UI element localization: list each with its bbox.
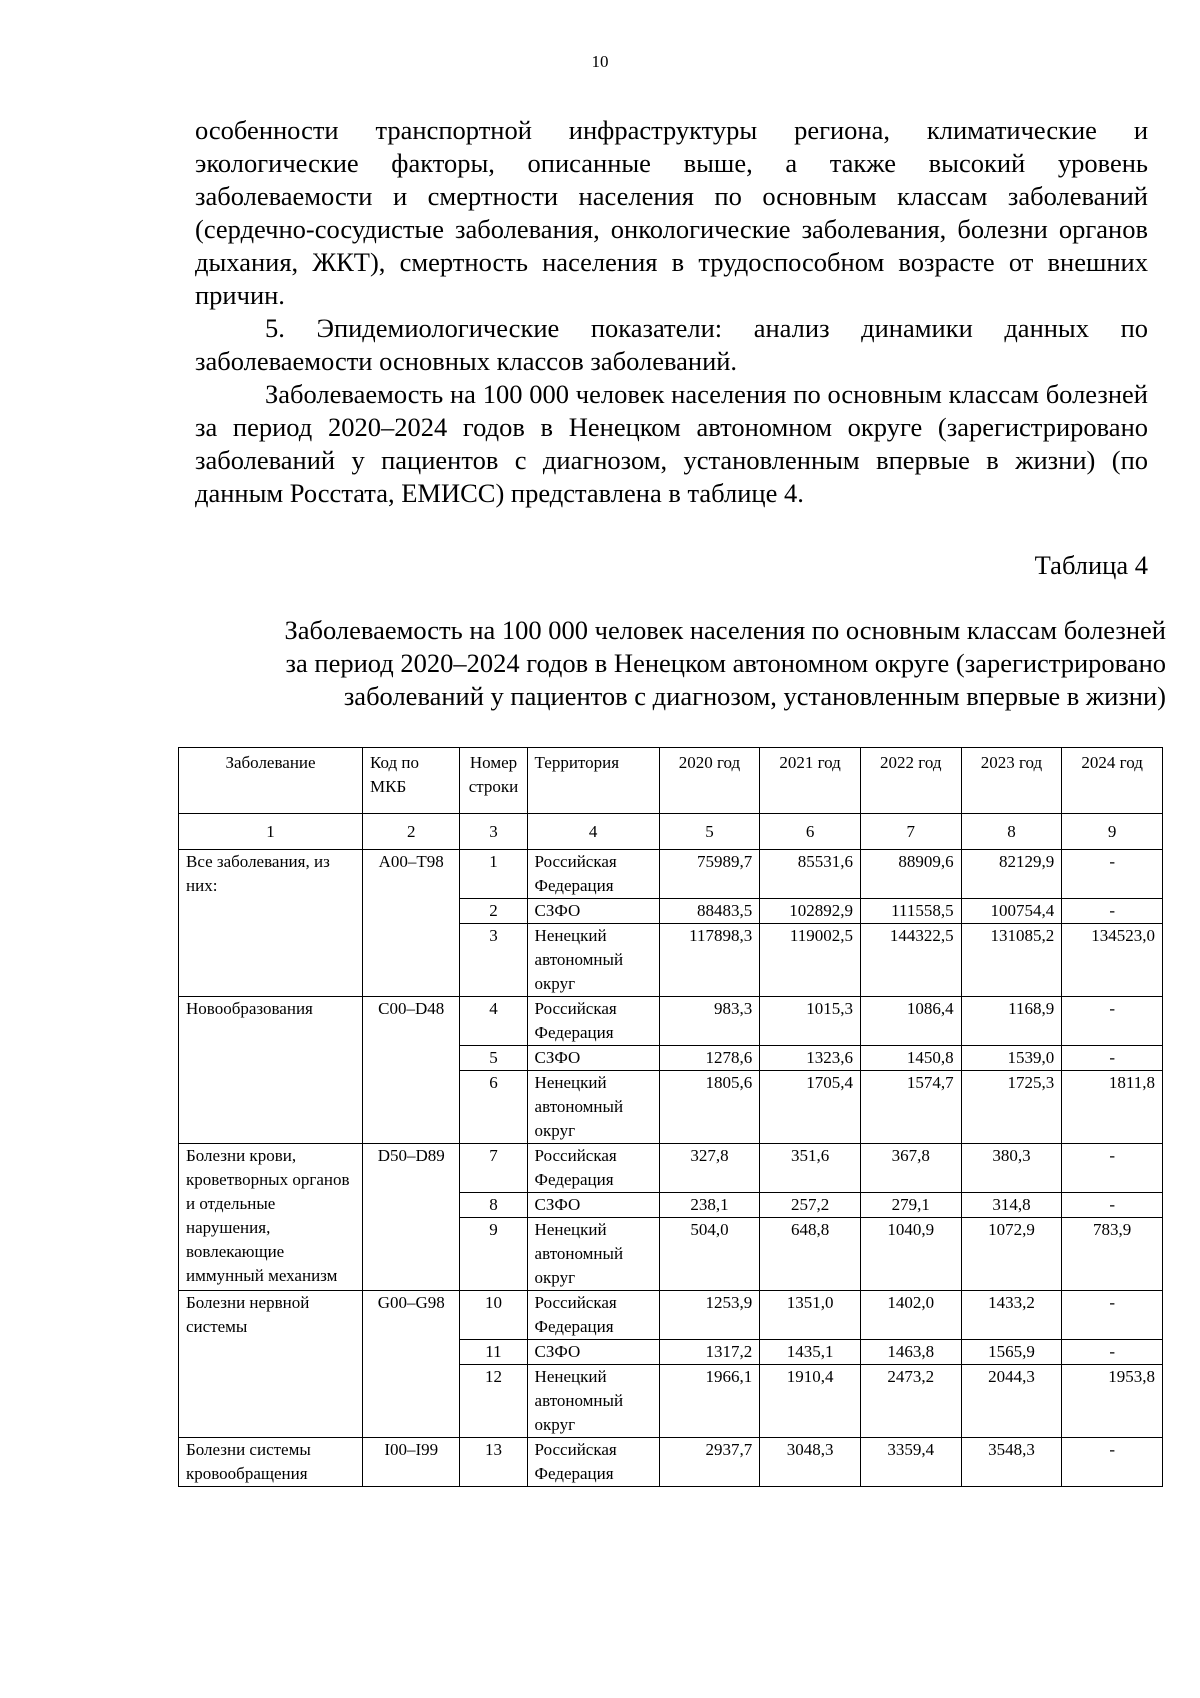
- row-number-cell: 3: [460, 924, 527, 997]
- value-cell: 1317,2: [659, 1340, 760, 1365]
- value-cell: 75989,7: [659, 850, 760, 899]
- header-territory: Территория: [527, 748, 659, 814]
- value-cell: 1253,9: [659, 1291, 760, 1340]
- value-cell: 144322,5: [860, 924, 961, 997]
- paragraph-1: особенности транспортной инфраструктуры региона, климатические и экологические факторы, описанные выше, а также высокий уровень заболеваемости и смертности населения по основным классам заболеваний (сердечно-сосудистые заболевания, онкологические заболевания, болезни органов дыхания, ЖКТ), смертность населения в трудоспособном возрасте от внешних причин.: [195, 115, 1148, 310]
- disease-cell: Болезни крови, кроветворных органов и отдельные нарушения, вовлекающие иммунный механизм: [179, 1144, 363, 1291]
- territory-cell: Российская Федерация: [527, 1144, 659, 1193]
- value-cell: -: [1062, 850, 1163, 899]
- value-cell: 1040,9: [860, 1218, 961, 1291]
- table-row: [179, 850, 1163, 899]
- value-cell: 1565,9: [961, 1340, 1062, 1365]
- value-cell: 3548,3: [961, 1438, 1062, 1487]
- value-cell: 1966,1: [659, 1365, 760, 1438]
- table-caption: [150, 614, 1166, 713]
- value-cell: 88909,6: [860, 850, 961, 899]
- table-caption-line: Заболеваемость на 100 000 человек населения по основным классам болезней: [284, 615, 1166, 645]
- column-number: 9: [1062, 814, 1163, 850]
- value-cell: 1953,8: [1062, 1365, 1163, 1438]
- territory-cell: СЗФО: [527, 1340, 659, 1365]
- territory-cell: СЗФО: [527, 1193, 659, 1218]
- territory-cell: Ненецкий автономный округ: [527, 1071, 659, 1144]
- row-number-cell: 10: [460, 1291, 527, 1340]
- value-cell: 1323,6: [760, 1046, 861, 1071]
- value-cell: 1435,1: [760, 1340, 861, 1365]
- row-number-cell: 2: [460, 899, 527, 924]
- page-number: 10: [591, 52, 609, 71]
- row-number-cell: 4: [460, 997, 527, 1046]
- icd-code-cell: D50–D89: [363, 1144, 460, 1291]
- value-cell: 1086,4: [860, 997, 961, 1046]
- column-number-row: [179, 814, 1163, 850]
- value-cell: -: [1062, 1340, 1163, 1365]
- row-number-cell: 9: [460, 1218, 527, 1291]
- row-number-cell: 6: [460, 1071, 527, 1144]
- value-cell: 2473,2: [860, 1365, 961, 1438]
- value-cell: 983,3: [659, 997, 760, 1046]
- value-cell: 1168,9: [961, 997, 1062, 1046]
- morbidity-table: [178, 747, 1163, 1487]
- value-cell: 1463,8: [860, 1340, 961, 1365]
- territory-cell: СЗФО: [527, 899, 659, 924]
- value-cell: 327,8: [659, 1144, 760, 1193]
- value-cell: 134523,0: [1062, 924, 1163, 997]
- table-row: [179, 1438, 1163, 1487]
- row-number-cell: 8: [460, 1193, 527, 1218]
- column-number: 2: [363, 814, 460, 850]
- header-code: Код по МКБ: [363, 748, 460, 814]
- header-year-2021: 2021 год: [760, 748, 861, 814]
- territory-cell: Российская Федерация: [527, 997, 659, 1046]
- value-cell: -: [1062, 1291, 1163, 1340]
- icd-code-cell: I00–I99: [363, 1438, 460, 1487]
- column-number: 6: [760, 814, 861, 850]
- territory-cell: Российская Федерация: [527, 850, 659, 899]
- table-row: [179, 997, 1163, 1046]
- disease-cell: Болезни нервной системы: [179, 1291, 363, 1438]
- value-cell: -: [1062, 1046, 1163, 1071]
- table-row: [179, 1291, 1163, 1340]
- value-cell: 1805,6: [659, 1071, 760, 1144]
- header-disease: Заболевание: [179, 748, 363, 814]
- disease-cell: Все заболевания, из них:: [179, 850, 363, 997]
- column-number: 8: [961, 814, 1062, 850]
- territory-cell: Российская Федерация: [527, 1438, 659, 1487]
- value-cell: 1705,4: [760, 1071, 861, 1144]
- row-number-cell: 12: [460, 1365, 527, 1438]
- disease-cell: Болезни системы кровообращения: [179, 1438, 363, 1487]
- header-year-2020: 2020 год: [659, 748, 760, 814]
- table-caption-line: заболеваний у пациентов с диагнозом, установленным впервые в жизни): [343, 681, 1166, 711]
- row-number-cell: 1: [460, 850, 527, 899]
- header-year-2024: 2024 год: [1062, 748, 1163, 814]
- territory-cell: СЗФО: [527, 1046, 659, 1071]
- value-cell: 117898,3: [659, 924, 760, 997]
- value-cell: 257,2: [760, 1193, 861, 1218]
- territory-cell: Ненецкий автономный округ: [527, 1365, 659, 1438]
- value-cell: -: [1062, 1193, 1163, 1218]
- row-number-cell: 7: [460, 1144, 527, 1193]
- icd-code-cell: G00–G98: [363, 1291, 460, 1438]
- column-number: 4: [527, 814, 659, 850]
- body-text: [195, 114, 1148, 510]
- value-cell: 119002,5: [760, 924, 861, 997]
- value-cell: 648,8: [760, 1218, 861, 1291]
- row-number-cell: 5: [460, 1046, 527, 1071]
- value-cell: -: [1062, 899, 1163, 924]
- value-cell: 102892,9: [760, 899, 861, 924]
- value-cell: 1433,2: [961, 1291, 1062, 1340]
- icd-code-cell: A00–T98: [363, 850, 460, 997]
- value-cell: 85531,6: [760, 850, 861, 899]
- value-cell: 314,8: [961, 1193, 1062, 1218]
- paragraph-2: 5. Эпидемиологические показатели: анализ динамики данных по заболеваемости основных классов заболеваний.: [195, 313, 1148, 376]
- column-number: 3: [460, 814, 527, 850]
- table-header-row: [179, 748, 1163, 814]
- icd-code-cell: C00–D48: [363, 997, 460, 1144]
- value-cell: 1402,0: [860, 1291, 961, 1340]
- column-number: 7: [860, 814, 961, 850]
- value-cell: -: [1062, 1438, 1163, 1487]
- value-cell: -: [1062, 1144, 1163, 1193]
- value-cell: 2044,3: [961, 1365, 1062, 1438]
- row-number-cell: 13: [460, 1438, 527, 1487]
- paragraph-3: Заболеваемость на 100 000 человек населения по основным классам болезней за период 2020–2024 годов в Ненецком автономном округе (зарегистрировано заболеваний у пациентов с диагнозом, установленным впервые в жизни) (по данным Росстата, ЕМИСС) представлена в таблице 4.: [195, 379, 1148, 508]
- value-cell: 351,6: [760, 1144, 861, 1193]
- value-cell: 1811,8: [1062, 1071, 1163, 1144]
- value-cell: 3359,4: [860, 1438, 961, 1487]
- value-cell: 1450,8: [860, 1046, 961, 1071]
- header-year-2023: 2023 год: [961, 748, 1062, 814]
- value-cell: 783,9: [1062, 1218, 1163, 1291]
- territory-cell: Ненецкий автономный округ: [527, 924, 659, 997]
- value-cell: 1725,3: [961, 1071, 1062, 1144]
- value-cell: 100754,4: [961, 899, 1062, 924]
- value-cell: 88483,5: [659, 899, 760, 924]
- column-number: 5: [659, 814, 760, 850]
- header-year-2022: 2022 год: [860, 748, 961, 814]
- row-number-cell: 11: [460, 1340, 527, 1365]
- value-cell: 238,1: [659, 1193, 760, 1218]
- value-cell: 1910,4: [760, 1365, 861, 1438]
- value-cell: 82129,9: [961, 850, 1062, 899]
- value-cell: 131085,2: [961, 924, 1062, 997]
- table-row: [179, 1144, 1163, 1193]
- column-number: 1: [179, 814, 363, 850]
- value-cell: 380,3: [961, 1144, 1062, 1193]
- value-cell: 504,0: [659, 1218, 760, 1291]
- value-cell: 1351,0: [760, 1291, 861, 1340]
- value-cell: 1278,6: [659, 1046, 760, 1071]
- value-cell: 2937,7: [659, 1438, 760, 1487]
- value-cell: -: [1062, 997, 1163, 1046]
- value-cell: 1539,0: [961, 1046, 1062, 1071]
- value-cell: 279,1: [860, 1193, 961, 1218]
- value-cell: 111558,5: [860, 899, 961, 924]
- table-label: Таблица 4: [1034, 550, 1148, 580]
- territory-cell: Российская Федерация: [527, 1291, 659, 1340]
- value-cell: 1072,9: [961, 1218, 1062, 1291]
- value-cell: 3048,3: [760, 1438, 861, 1487]
- value-cell: 367,8: [860, 1144, 961, 1193]
- territory-cell: Ненецкий автономный округ: [527, 1218, 659, 1291]
- header-row-number: Номер строки: [460, 748, 527, 814]
- table-caption-line: за период 2020–2024 годов в Ненецком автономном округе (зарегистрировано: [285, 648, 1166, 678]
- disease-cell: Новообразования: [179, 997, 363, 1144]
- value-cell: 1015,3: [760, 997, 861, 1046]
- value-cell: 1574,7: [860, 1071, 961, 1144]
